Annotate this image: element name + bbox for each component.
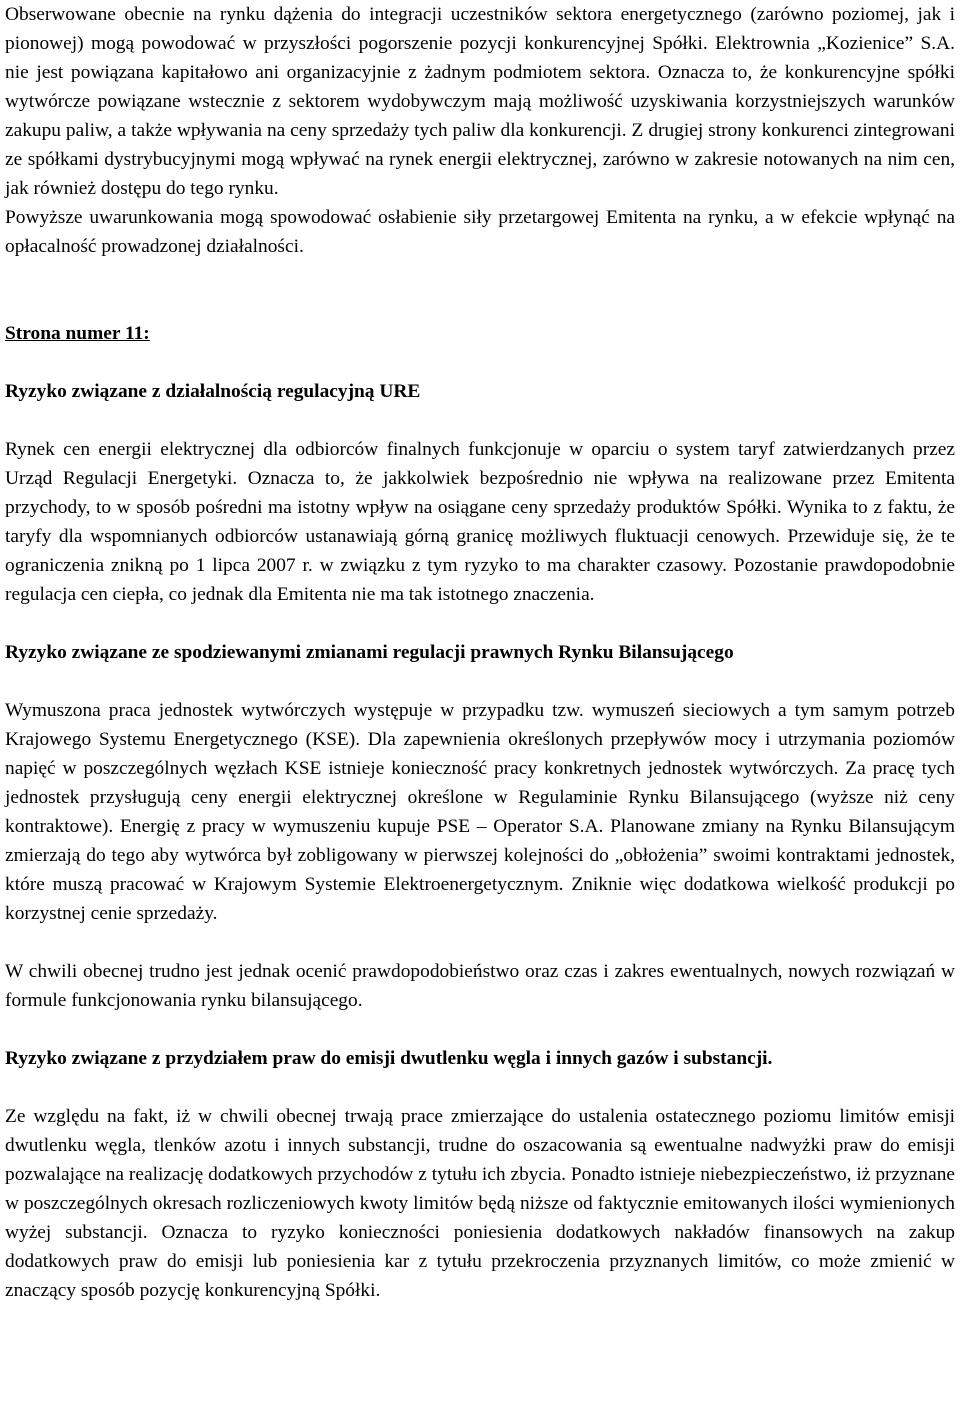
intro-paragraph-1: Obserwowane obecnie na rynku dążenia do integracji uczestników sektora energetycznego (zarówno poziomej, jak i pionowej) mogą powodować w przyszłości pogorszenie pozycji konkurencyjnej Spółki. Elektrownia „Kozienice” S.A. nie jest powiązana kapitałowo ani organizacyjnie z żadnym podmiotem sektora. Oznacza to, że konkurencyjne spółki wytwórcze powiązane wstecznie z sektorem wydobywczym mają możliwość uzyskiwania korzystniejszych warunków zakupu paliw, a także wpływania na ceny sprzedaży tych paliw dla konkurencji. Z drugiej strony konkurenci zintegrowani ze spółkami dystrybucyjnymi mogą wpływać na rynek energii elektrycznej, zarówno w zakresie notowanych na nim cen, jak również dostępu do tego rynku.: [5, 4, 955, 199]
intro-paragraph-2: Powyższe uwarunkowania mogą spowodować osłabienie siły przetargowej Emitenta na rynku, a w efekcie wpłynąć na opłacalność prowadzonej działalności.: [5, 207, 955, 257]
risk-balancing-paragraph-1: Wymuszona praca jednostek wytwórczych występuje w przypadku tzw. wymuszeń sieciowych a tym samym potrzeb Krajowego Systemu Energetycznego (KSE). Dla zapewnienia określonych przepływów mocy i utrzymania poziomów napięć w poszczególnych węzłach KSE istnieje konieczność pracy konkretnych jednostek wytwórczych. Za pracę tych jednostek przysługują ceny energii elektrycznej określone w Regulaminie Rynku Bilansującego (wyższe niż ceny kontraktowe). Energię z pracy w wymuszeniu kupuje PSE – Operator S.A. Planowane zmiany na Rynku Bilansującym zmierzają do tego aby wytwórca był zobligowany w pierwszej kolejności do „obłożenia” swoimi kontraktami jednostek, które muszą pracować w Krajowym Systemie Elektroenergetycznym. Zniknie więc dodatkowa wielkość produkcji po korzystnej cenie sprzedaży.: [5, 700, 955, 924]
risk-heading-ure: Ryzyko związane z działalnością regulacyjną URE: [5, 381, 421, 402]
risk-ure-paragraph-1: Rynek cen energii elektrycznej dla odbiorców finalnych funkcjonuje w oparciu o system taryf zatwierdzanych przez Urząd Regulacji Energetyki. Oznacza to, że jakkolwiek bezpośrednio nie wpływa na realizowane przez Emitenta przychody, to w sposób pośredni ma istotny wpływ na osiągane ceny sprzedaży produktów Spółki. Wynika to z faktu, że taryfy dla wspomnianych odbiorców ustanawiają górną granicę możliwych fluktuacji cenowych. Przewiduje się, że te ograniczenia znikną po 1 lipca 2007 r. w związku z tym ryzyko to ma charakter czasowy. Pozostanie prawdopodobnie regulacja cen ciepła, co jednak dla Emitenta nie ma tak istotnego znaczenia.: [5, 439, 955, 605]
section-title: Strona numer 11:: [5, 323, 150, 344]
risk-emissions-paragraph-1: Ze względu na fakt, iż w chwili obecnej trwają prace zmierzające do ustalenia ostatecznego poziomu limitów emisji dwutlenku węgla, tlenków azotu i innych substancji, trudne do oszacowania są ewentualne nadwyżki praw do emisji pozwalające na realizację dodatkowych przychodów z tytułu ich zbycia. Ponadto istnieje niebezpieczeństwo, iż przyznane w poszczególnych okresach rozliczeniowych kwoty limitów będą niższe od faktycznie emitowanych ilości wymienionych wyżej substancji. Oznacza to ryzyko konieczności poniesienia dodatkowych nakładów finansowych na zakup dodatkowych praw do emisji lub poniesienia kar z tytułu przekroczenia przyznanych limitów, co może zmienić w znaczący sposób pozycję konkurencyjną Spółki.: [5, 1106, 955, 1301]
risk-heading-emissions: Ryzyko związane z przydziałem praw do emisji dwutlenku węgla i innych gazów i substancji.: [5, 1048, 773, 1069]
risk-heading-balancing-market: Ryzyko związane ze spodziewanymi zmianami regulacji prawnych Rynku Bilansującego: [5, 642, 734, 663]
risk-balancing-paragraph-2: W chwili obecnej trudno jest jednak ocenić prawdopodobieństwo oraz czas i zakres ewentualnych, nowych rozwiązań w formule funkcjonowania rynku bilansującego.: [5, 961, 955, 1011]
document-page: [5, 0, 955, 1305]
